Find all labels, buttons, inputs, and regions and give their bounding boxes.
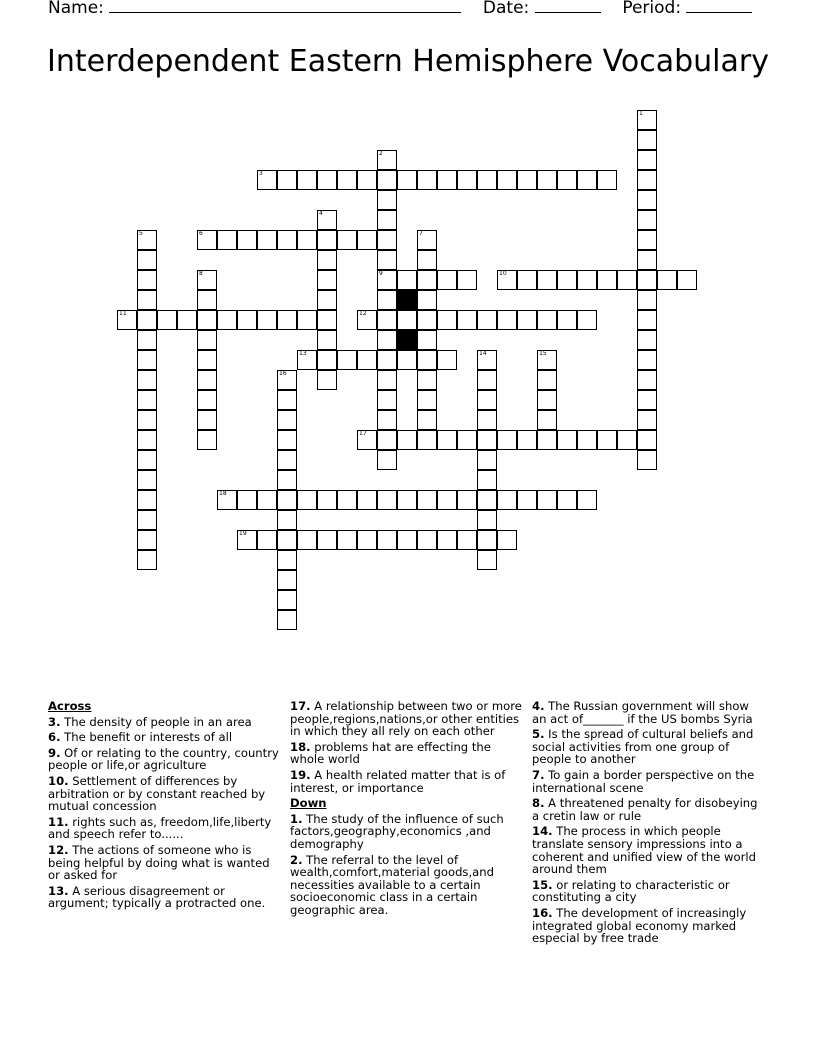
crossword-cell[interactable] [657,270,677,290]
clue-number: 10 [499,270,507,277]
crossword-cell[interactable] [197,330,217,350]
crossword-cell[interactable] [137,290,157,310]
clue [290,854,522,917]
crossword-cell[interactable] [437,490,457,510]
crossword-cell[interactable] [537,350,557,370]
crossword-cell[interactable] [517,170,537,190]
clue-number: 2. [290,852,303,867]
clue-number: 6 [199,230,203,237]
crossword-cell[interactable] [497,270,517,290]
clue-number: 3. [48,714,61,729]
crossword-cell[interactable] [277,550,297,570]
crossword-cell[interactable] [337,490,357,510]
crossword-cell[interactable] [437,170,457,190]
clue-number: 9. [48,745,61,760]
crossword-cell[interactable] [117,310,137,330]
crossword-cell[interactable] [377,370,397,390]
crossword-cell[interactable] [377,490,397,510]
crossword-cell[interactable] [197,310,217,330]
crossword-cell[interactable] [637,390,657,410]
clue-text: The benefit or interests of all [60,730,233,745]
crossword-cell[interactable] [577,270,597,290]
clue-text: Settlement of differences by arbitration or by constant reached by mutual concession [48,773,266,814]
crossword-cell[interactable] [297,350,317,370]
clue-number: 14. [532,824,553,839]
crossword-cell[interactable] [477,550,497,570]
crossword-cell[interactable] [277,430,297,450]
clue-number: 2 [379,150,383,157]
crossword-cell[interactable] [377,330,397,350]
clue [532,797,764,822]
clue-number: 5. [532,727,545,742]
crossword-cell[interactable] [417,170,437,190]
clue-number: 12 [359,310,367,317]
crossword-cell[interactable] [197,290,217,310]
clues-column-1 [48,700,280,913]
clue-text: The study of the influence of such factors,geography,economics ,and demography [290,811,504,851]
clue-number: 17. [290,699,311,713]
crossword-cell[interactable] [477,530,497,550]
crossword-cell[interactable] [637,410,657,430]
crossword-cell[interactable] [377,530,397,550]
name-label: Name: [48,0,104,18]
crossword-cell[interactable] [457,170,477,190]
crossword-cell[interactable] [517,490,537,510]
clue-text: The actions of someone who is being helpful by doing what is wanted or asked for [48,842,270,883]
clue-text: A serious disagreement or argument; typically a protracted one. [48,883,266,911]
crossword-cell[interactable] [537,170,557,190]
crossword-cell[interactable] [277,530,297,550]
crossword-cell[interactable] [337,170,357,190]
crossword-cell[interactable] [277,390,297,410]
crossword-cell[interactable] [137,490,157,510]
clue [290,700,522,738]
crossword-cell[interactable] [277,470,297,490]
clue-number: 11 [119,310,127,317]
crossword-cell[interactable] [537,370,557,390]
period-label: Period: [622,0,682,18]
crossword-cell[interactable] [457,530,477,550]
crossword-cell[interactable] [277,310,297,330]
clues-column-2 [290,700,522,920]
crossword-cell[interactable] [477,370,497,390]
clue [48,885,280,910]
crossword-cell[interactable] [537,390,557,410]
crossword-cell[interactable] [437,270,457,290]
crossword-cell[interactable] [377,430,397,450]
crossword-cell[interactable] [157,310,177,330]
crossword-cell[interactable] [417,350,437,370]
crossword-cell[interactable] [417,250,437,270]
clue-number: 13. [48,883,69,898]
across-clue-list-continued [290,700,522,794]
crossword-cell[interactable] [237,230,257,250]
crossword-cell[interactable] [357,490,377,510]
crossword-cell[interactable] [377,450,397,470]
clue-number: 15. [532,877,553,892]
crossword-cell[interactable] [537,310,557,330]
clue-number: 16. [532,905,553,920]
crossword-cell[interactable] [377,170,397,190]
crossword-cell[interactable] [417,410,437,430]
crossword-cell[interactable] [637,170,657,190]
crossword-cell[interactable] [377,250,397,270]
crossword-cell[interactable] [457,490,477,510]
crossword-cell[interactable] [137,270,157,290]
crossword-cell[interactable] [557,490,577,510]
clue-number: 3 [259,170,263,177]
crossword-cell[interactable] [137,390,157,410]
crossword-cell[interactable] [637,350,657,370]
crossword-cell[interactable] [137,530,157,550]
crossword-cell[interactable] [397,350,417,370]
crossword-cell[interactable] [197,230,217,250]
clue [290,813,522,851]
clue [48,747,280,772]
crossword-cell[interactable] [297,530,317,550]
clue-text: A threatened penalty for disobeying a cretin law or rule [532,796,758,823]
crossword-cell[interactable] [277,510,297,530]
crossword-cell[interactable] [257,170,277,190]
clue-text: The process in which people translate sensory impressions into a coherent and unified view of the world around them [532,824,756,877]
clue-number: 7 [419,230,423,237]
crossword-cell[interactable] [197,370,217,390]
clue-number: 8. [532,796,545,811]
clue [532,907,764,945]
crossword-cell[interactable] [417,230,437,250]
crossword-cell[interactable] [397,270,417,290]
crossword-cell[interactable] [417,310,437,330]
clue-text: A health related matter that is of interest, or importance [290,767,506,795]
crossword-cell[interactable] [357,310,377,330]
clue-text: rights such as, freedom,life,liberty and speech refer to...... [48,814,272,842]
crossword-cell[interactable] [197,270,217,290]
crossword-cell[interactable] [197,390,217,410]
down-clue-list-continued [532,700,764,945]
crossword-cell[interactable] [297,230,317,250]
crossword-cell[interactable] [637,210,657,230]
crossword-cell[interactable] [477,510,497,530]
crossword-cell[interactable] [217,490,237,510]
crossword-cell[interactable] [637,110,657,130]
clue-number: 4. [532,699,545,713]
clue [290,741,522,766]
crossword-cell[interactable] [417,370,437,390]
crossword-cell[interactable] [377,390,397,410]
crossword-cell[interactable] [417,330,437,350]
clue [532,700,764,725]
crossword-cell[interactable] [257,490,277,510]
clue-text: problems hat are effecting the whole world [290,739,491,767]
crossword-cell[interactable] [637,130,657,150]
clue-text: A relationship between two or more people,regions,nations,or other entities in which they all rely on each other [290,699,522,739]
across-heading: Across [48,699,92,713]
crossword-cell[interactable] [637,270,657,290]
crossword-cell[interactable] [637,310,657,330]
crossword-cell[interactable] [457,310,477,330]
crossword-cell[interactable] [357,530,377,550]
crossword-cell[interactable] [637,150,657,170]
clue-number: 9 [379,270,383,277]
crossword-cell[interactable] [317,210,337,230]
clue-text: Of or relating to the country, country people or life,or agriculture [48,745,279,773]
crossword-cell[interactable] [537,410,557,430]
crossword-cell[interactable] [397,490,417,510]
crossword-cell[interactable] [377,190,397,210]
crossword-cell[interactable] [397,170,417,190]
crossword-cell[interactable] [437,530,457,550]
crossword-cell[interactable] [637,230,657,250]
crossword-cell[interactable] [497,430,517,450]
crossword-cell[interactable] [637,450,657,470]
crossword-cell[interactable] [597,170,617,190]
clue-number: 1 [639,110,643,117]
crossword-cell[interactable] [317,350,337,370]
crossword-cell[interactable] [537,490,557,510]
crossword-cell[interactable] [377,410,397,430]
crossword-cell[interactable] [597,270,617,290]
crossword-cell[interactable] [257,310,277,330]
crossword-cell[interactable] [377,270,397,290]
crossword-cell[interactable] [477,490,497,510]
crossword-cell[interactable] [597,430,617,450]
crossword-cell[interactable] [277,590,297,610]
clue-text: The density of people in an area [60,714,252,729]
clue-number: 15 [539,350,547,357]
crossword-cell[interactable] [137,550,157,570]
crossword-cell[interactable] [297,310,317,330]
crossword-cell[interactable] [137,450,157,470]
clue-number: 16 [279,370,287,377]
crossword-cell[interactable] [637,370,657,390]
crossword-cell[interactable] [577,310,597,330]
crossword-cell[interactable] [457,270,477,290]
crossword-cell[interactable] [417,390,437,410]
clue-number: 12. [48,842,69,857]
crossword-cell[interactable] [637,430,657,450]
clue-number: 7. [532,767,545,782]
crossword-cell[interactable] [237,530,257,550]
crossword-cell[interactable] [637,190,657,210]
crossword-cell[interactable] [577,490,597,510]
crossword-cell[interactable] [317,530,337,550]
crossword-cell[interactable] [477,430,497,450]
crossword-cell[interactable] [457,430,477,450]
clue-number: 18. [290,739,311,754]
crossword-cell[interactable] [137,510,157,530]
crossword-cell[interactable] [257,230,277,250]
crossword-cell[interactable] [377,310,397,330]
down-clue-list [290,813,522,917]
crossword-cell[interactable] [677,270,697,290]
clue [532,769,764,794]
across-clue-list [48,716,280,910]
crossword-cell[interactable] [537,430,557,450]
clue-number: 10. [48,773,69,788]
crossword-cell[interactable] [437,310,457,330]
crossword-cell[interactable] [497,490,517,510]
crossword-cell[interactable] [257,530,277,550]
clue-number: 13 [299,350,307,357]
crossword-cell[interactable] [417,290,437,310]
crossword-cell[interactable] [317,310,337,330]
crossword-cell[interactable] [137,330,157,350]
black-square [397,330,417,350]
crossword-cell[interactable] [477,350,497,370]
crossword-cell[interactable] [637,250,657,270]
crossword-cell[interactable] [357,170,377,190]
crossword-cell[interactable] [137,370,157,390]
clue [290,769,522,794]
crossword-cell[interactable] [437,350,457,370]
crossword-cell[interactable] [477,450,497,470]
crossword-cell[interactable] [357,430,377,450]
crossword-cell[interactable] [277,490,297,510]
crossword-cell[interactable] [397,430,417,450]
crossword-cell[interactable] [337,230,357,250]
clue-number: 5 [139,230,143,237]
clue [532,728,764,766]
crossword-cell[interactable] [137,250,157,270]
clue-text: The Russian government will show an act of_______ if the US bombs Syria [532,699,753,726]
crossword-cell[interactable] [577,430,597,450]
crossword-cell[interactable] [317,330,337,350]
clue-text: To gain a border perspective on the international scene [532,767,755,795]
crossword-cell[interactable] [497,530,517,550]
clue [48,816,280,841]
crossword-cell[interactable] [557,310,577,330]
crossword-cell[interactable] [477,310,497,330]
crossword-cell[interactable] [317,250,337,270]
crossword-cell[interactable] [137,310,157,330]
crossword-cell[interactable] [137,430,157,450]
crossword-cell[interactable] [317,370,337,390]
crossword-cell[interactable] [517,310,537,330]
crossword-cell[interactable] [377,290,397,310]
crossword-cell[interactable] [377,150,397,170]
crossword-cell[interactable] [617,270,637,290]
crossword-cell[interactable] [477,410,497,430]
crossword-cell[interactable] [377,350,397,370]
crossword-cell[interactable] [377,230,397,250]
crossword-cell[interactable] [277,450,297,470]
crossword-cell[interactable] [197,410,217,430]
clue-number: 4 [319,210,323,217]
crossword-cell[interactable] [477,170,497,190]
crossword-cell[interactable] [377,210,397,230]
clue [48,844,280,882]
crossword-cell[interactable] [557,430,577,450]
clue-number: 6. [48,730,61,745]
crossword-cell[interactable] [217,310,237,330]
crossword-cell[interactable] [577,170,597,190]
crossword-cell[interactable] [137,410,157,430]
crossword-cell[interactable] [277,230,297,250]
crossword-cell[interactable] [277,170,297,190]
crossword-cell[interactable] [137,470,157,490]
crossword-cell[interactable] [237,310,257,330]
crossword-cell[interactable] [357,230,377,250]
clue-text: Is the spread of cultural beliefs and social activities from one group of people to another [532,727,754,767]
clue [48,775,280,813]
crossword-cell[interactable] [617,430,637,450]
clue [48,731,280,744]
clue-number: 19 [239,530,247,537]
crossword-cell[interactable] [397,310,417,330]
page-title: Interdependent Eastern Hemisphere Vocabulary [47,44,769,79]
crossword-cell[interactable] [197,350,217,370]
clue-text: The referral to the level of wealth,comfort,material goods,and necessities available to a certain socioeconomic class in a certain geographic area. [290,852,494,917]
clue-number: 19. [290,767,311,782]
clue [532,825,764,875]
crossword-cell[interactable] [517,270,537,290]
down-heading: Down [290,796,327,811]
crossword-cell[interactable] [497,310,517,330]
clue [48,716,280,729]
clue-number: 14 [479,350,487,357]
crossword-cell[interactable] [537,270,557,290]
crossword-cell[interactable] [477,470,497,490]
clue-text: or relating to characteristic or constituting a city [532,877,730,905]
date-label: Date: [482,0,530,18]
crossword-cell[interactable] [477,390,497,410]
crossword-cell[interactable] [357,350,377,370]
crossword-cell[interactable] [417,490,437,510]
crossword-cell[interactable] [637,330,657,350]
crossword-cell[interactable] [197,430,217,450]
crossword-cell[interactable] [137,230,157,250]
crossword-cell[interactable] [517,430,537,450]
clue-number: 1. [290,811,303,826]
crossword-cell[interactable] [317,290,337,310]
clue-number: 11. [48,814,69,829]
clue-text: The development of increasingly integrated global economy marked especial by free trade [532,905,747,946]
crossword-cell[interactable] [497,170,517,190]
crossword-cell[interactable] [297,170,317,190]
clues-column-3 [532,700,764,948]
crossword-cell[interactable] [317,230,337,250]
crossword-cell[interactable] [277,410,297,430]
crossword-cell[interactable] [277,610,297,630]
crossword-cell[interactable] [397,530,417,550]
crossword-cell[interactable] [317,270,337,290]
crossword-cell[interactable] [297,490,317,510]
clue [532,879,764,904]
black-square [397,290,417,310]
crossword-cell[interactable] [337,350,357,370]
crossword-cell[interactable] [417,530,437,550]
crossword-cell[interactable] [417,430,437,450]
crossword-cell[interactable] [137,350,157,370]
clue-number: 8 [199,270,203,277]
crossword-cell[interactable] [337,530,357,550]
crossword-cell[interactable] [177,310,197,330]
crossword-cell[interactable] [637,290,657,310]
crossword-cell[interactable] [277,370,297,390]
crossword-cell[interactable] [237,490,257,510]
crossword-cell[interactable] [217,230,237,250]
crossword-cell[interactable] [277,570,297,590]
crossword-cell[interactable] [417,270,437,290]
crossword-cell[interactable] [557,170,577,190]
clue-number: 18 [219,490,227,497]
crossword-cell[interactable] [557,270,577,290]
clue-number: 17 [359,430,367,437]
crossword-cell[interactable] [317,170,337,190]
crossword-cell[interactable] [317,490,337,510]
crossword-cell[interactable] [437,430,457,450]
